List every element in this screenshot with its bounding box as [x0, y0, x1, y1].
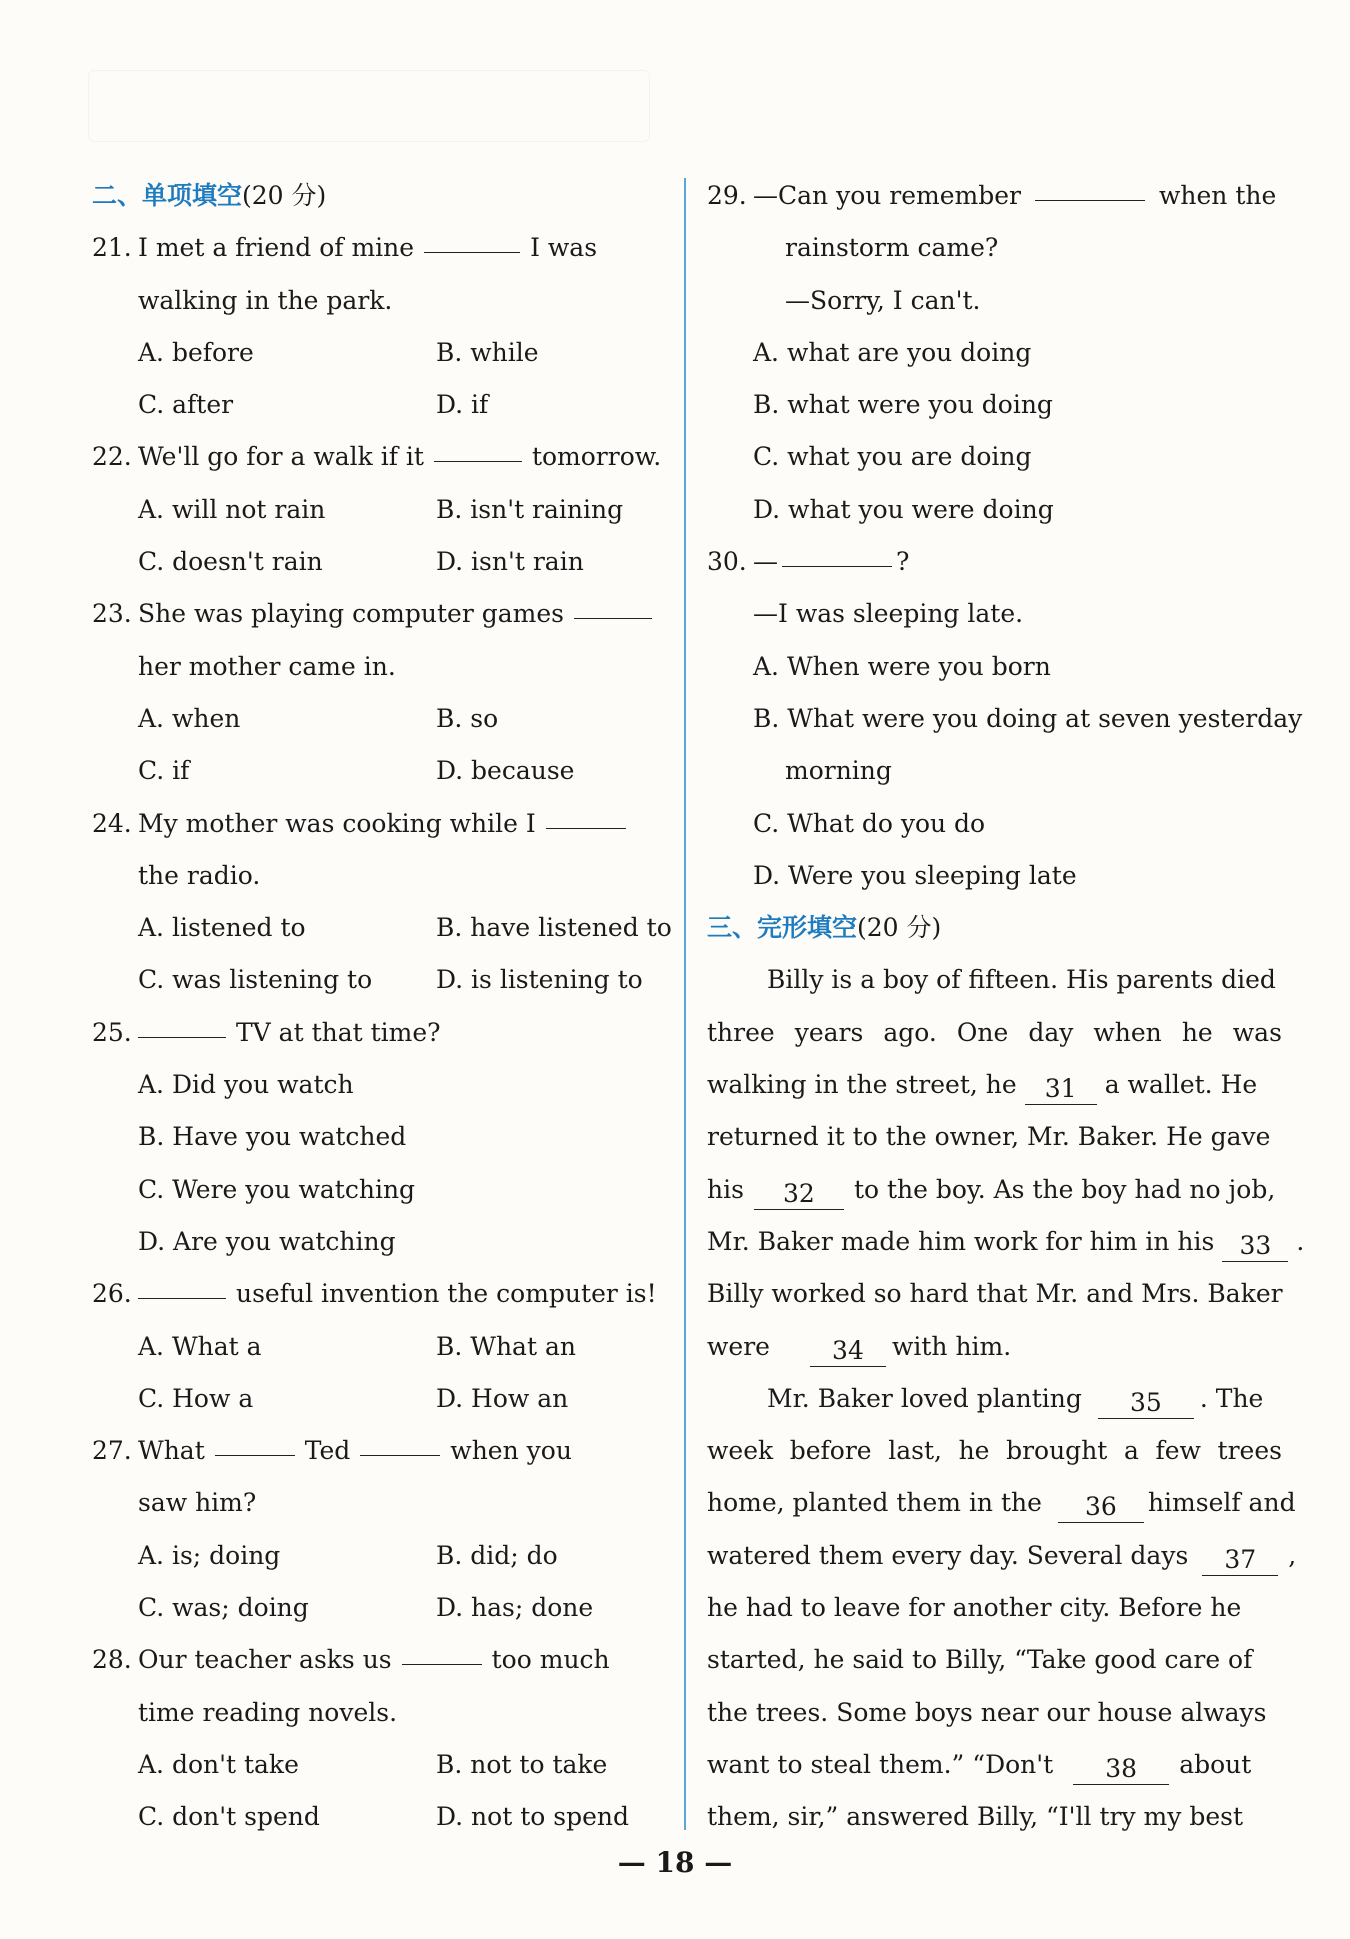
- option-a[interactable]: A. what are you doing: [753, 337, 1032, 367]
- cloze-blank-37[interactable]: 37: [1202, 1545, 1278, 1576]
- option-d[interactable]: D. Are you watching: [138, 1226, 396, 1256]
- question-23: 23. She was playing computer games: [92, 588, 670, 640]
- options-row: [92, 954, 670, 1006]
- option-d[interactable]: D. How an: [436, 1383, 569, 1413]
- answer-blank[interactable]: [782, 536, 892, 567]
- passage-line: want to steal them.” “Don't 38 about: [707, 1749, 1252, 1783]
- option-c[interactable]: C. after: [138, 390, 234, 420]
- question-text: saw him?: [138, 1488, 257, 1518]
- option-a[interactable]: A. Did you watch: [138, 1070, 354, 1100]
- passage-line: returned it to the owner, Mr. Baker. He gave: [707, 1122, 1271, 1152]
- passage-line: week before last, he brought a few trees: [707, 1436, 1282, 1466]
- option-d[interactable]: D. has; done: [436, 1593, 594, 1623]
- passage-line: Billy is a boy of fifteen. His parents died: [767, 965, 1276, 995]
- option-d[interactable]: D. is listening to: [436, 965, 643, 995]
- options-row: [92, 1791, 670, 1843]
- question-text: her mother came in.: [138, 651, 396, 681]
- question-21: 21. I met a friend of mine I was: [92, 222, 670, 274]
- option-b[interactable]: B. so: [436, 703, 499, 733]
- answer-blank[interactable]: [360, 1425, 440, 1456]
- option-a[interactable]: A. What a: [138, 1331, 262, 1361]
- option-b-continued: morning: [785, 756, 892, 786]
- answer-blank[interactable]: [574, 588, 652, 619]
- option-a[interactable]: A. When were you born: [753, 651, 1051, 681]
- answer-blank[interactable]: [546, 798, 626, 829]
- page-number: — 18 —: [617, 1846, 733, 1879]
- cloze-blank-38[interactable]: 38: [1073, 1754, 1169, 1785]
- passage-line: started, he said to Billy, “Take good care of: [707, 1645, 1253, 1675]
- options-row: [92, 484, 670, 536]
- option-b[interactable]: B. what were you doing: [753, 390, 1053, 420]
- answer-blank[interactable]: [424, 222, 520, 253]
- question-text: rainstorm came?: [785, 233, 999, 263]
- options-row: [92, 693, 670, 745]
- answer-blank[interactable]: [138, 1007, 226, 1038]
- option-d[interactable]: D. not to spend: [436, 1802, 629, 1832]
- question-text: walking in the park.: [138, 285, 393, 315]
- option-c[interactable]: C. Were you watching: [138, 1174, 416, 1204]
- option-c[interactable]: C. don't spend: [138, 1802, 320, 1832]
- option-a[interactable]: A. will not rain: [138, 494, 326, 524]
- answer-blank[interactable]: [434, 431, 522, 462]
- options-row: [92, 902, 670, 954]
- option-a[interactable]: A. is; doing: [138, 1540, 281, 1570]
- question-25: 25. TV at that time?: [92, 1007, 670, 1059]
- option-b[interactable]: B. not to take: [436, 1749, 608, 1779]
- section-2-title: 二、单项填空(20 分): [92, 181, 327, 210]
- option-b[interactable]: B. What were you doing at seven yesterday: [753, 703, 1303, 733]
- question-22: 22. We'll go for a walk if it tomorrow.: [92, 431, 670, 483]
- option-c[interactable]: C. was; doing: [138, 1593, 309, 1623]
- left-column: [92, 170, 670, 1844]
- passage-line: walking in the street, he 31 a wallet. He: [707, 1070, 1258, 1104]
- passage-line: Mr. Baker made him work for him in his 33 .: [707, 1226, 1305, 1260]
- option-c[interactable]: C. what you are doing: [753, 442, 1032, 472]
- passage-line: Mr. Baker loved planting 35 . The: [767, 1383, 1264, 1417]
- question-text: time reading novels.: [138, 1697, 398, 1727]
- option-a[interactable]: A. before: [138, 337, 254, 367]
- option-c[interactable]: C. How a: [138, 1383, 254, 1413]
- option-c[interactable]: C. doesn't rain: [138, 547, 323, 577]
- options-row: [92, 1373, 670, 1425]
- cloze-blank-35[interactable]: 35: [1098, 1388, 1194, 1419]
- cloze-blank-36[interactable]: 36: [1058, 1492, 1144, 1523]
- passage-line: home, planted them in the 36 himself and: [707, 1488, 1296, 1522]
- passage-line: three years ago. One day when he was: [707, 1017, 1282, 1047]
- answer-blank[interactable]: [138, 1268, 226, 1299]
- passage-line: he had to leave for another city. Before he: [707, 1593, 1242, 1623]
- question-26: 26. useful invention the computer is!: [92, 1268, 670, 1320]
- option-b[interactable]: B. isn't raining: [436, 494, 624, 524]
- right-column: [707, 170, 1305, 1844]
- option-b[interactable]: B. Have you watched: [138, 1122, 407, 1152]
- cloze-blank-34[interactable]: 34: [810, 1336, 886, 1367]
- answer-blank[interactable]: [1035, 170, 1145, 201]
- options-row: [92, 536, 670, 588]
- question-30: 30. — ?: [707, 536, 1282, 588]
- cloze-passage: [707, 954, 1305, 1843]
- option-d[interactable]: D. Were you sleeping late: [753, 860, 1077, 890]
- faded-header-stamp: [88, 70, 650, 142]
- option-d[interactable]: D. what you were doing: [753, 494, 1054, 524]
- option-b[interactable]: B. have listened to: [436, 913, 672, 943]
- options-row: [92, 745, 670, 797]
- passage-line: watered them every day. Several days 37 ,: [707, 1540, 1297, 1574]
- question-24: 24. My mother was cooking while I: [92, 798, 670, 850]
- passage-line: the trees. Some boys near our house always: [707, 1697, 1267, 1727]
- question-27: 27. What Ted when you: [92, 1425, 670, 1477]
- column-divider: [684, 178, 686, 1830]
- options-row: [92, 379, 670, 431]
- options-row: [92, 327, 670, 379]
- options-row: [92, 1739, 670, 1791]
- cloze-blank-32[interactable]: 32: [754, 1179, 844, 1210]
- answer-blank[interactable]: [402, 1634, 482, 1665]
- options-row: [92, 1530, 670, 1582]
- passage-line: his 32 to the boy. As the boy had no job,: [707, 1174, 1276, 1208]
- option-b[interactable]: B. What an: [436, 1331, 576, 1361]
- passage-line: were 34 with him.: [707, 1331, 1012, 1365]
- option-c[interactable]: C. What do you do: [753, 808, 986, 838]
- options-row: [92, 1321, 670, 1373]
- option-d[interactable]: D. isn't rain: [436, 547, 584, 577]
- cloze-blank-33[interactable]: 33: [1222, 1231, 1288, 1262]
- option-d[interactable]: D. if: [436, 390, 489, 420]
- passage-line: Billy worked so hard that Mr. and Mrs. Baker: [707, 1279, 1283, 1309]
- option-d[interactable]: D. because: [436, 756, 575, 786]
- option-c[interactable]: C. was listening to: [138, 965, 373, 995]
- question-29: 29. —Can you remember when the: [707, 170, 1282, 222]
- options-row: [92, 1582, 670, 1634]
- dialog-reply: —I was sleeping late.: [753, 599, 1024, 629]
- option-c[interactable]: C. if: [138, 756, 190, 786]
- option-b[interactable]: B. while: [436, 337, 539, 367]
- answer-blank[interactable]: [215, 1425, 295, 1456]
- cloze-blank-31[interactable]: 31: [1025, 1074, 1097, 1105]
- passage-line: them, sir,” answered Billy, “I'll try my best: [707, 1802, 1244, 1832]
- option-a[interactable]: A. when: [138, 703, 241, 733]
- question-28: 28. Our teacher asks us too much: [92, 1634, 670, 1686]
- section-3-title: 三、完形填空(20 分): [707, 913, 942, 943]
- option-a[interactable]: A. listened to: [138, 913, 306, 943]
- option-b[interactable]: B. did; do: [436, 1540, 558, 1570]
- question-text: the radio.: [138, 860, 261, 890]
- dialog-reply: —Sorry, I can't.: [785, 285, 981, 315]
- option-a[interactable]: A. don't take: [138, 1749, 299, 1779]
